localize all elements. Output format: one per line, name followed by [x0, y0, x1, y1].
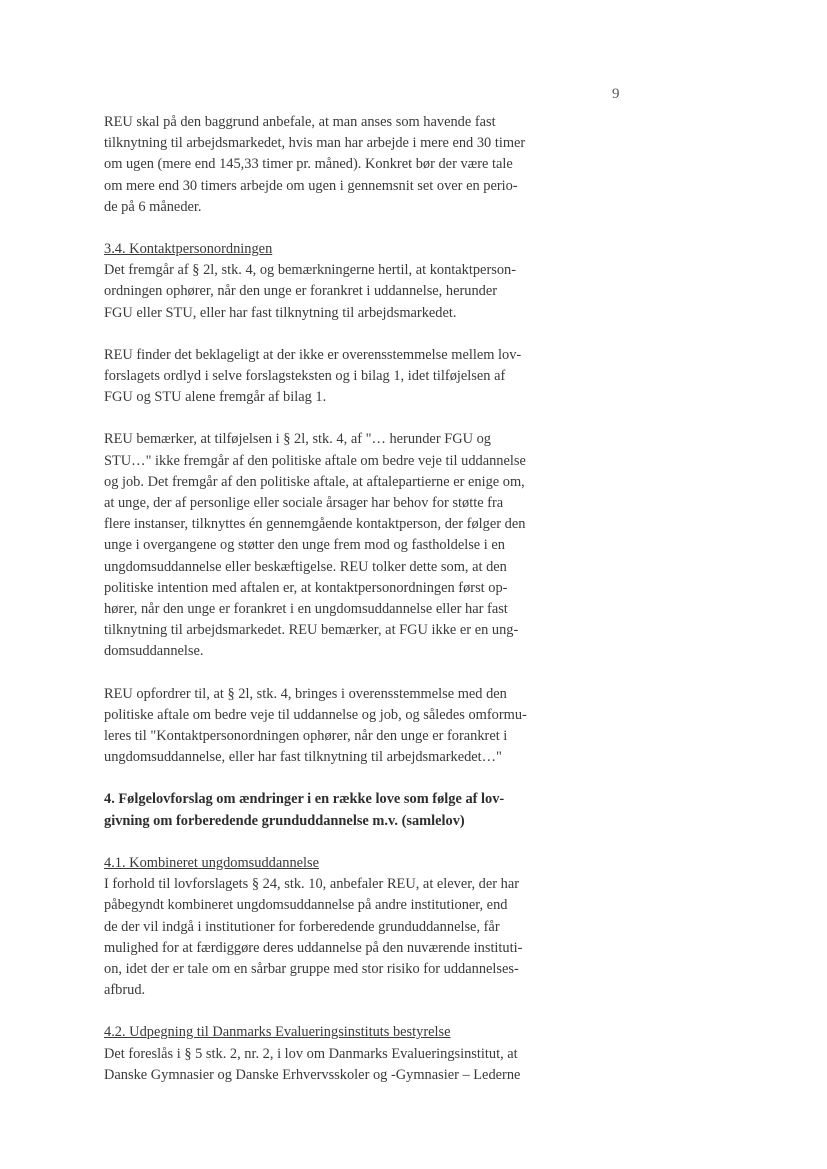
section-4-1 — [104, 853, 560, 1001]
paragraph-intro — [104, 112, 560, 218]
text-line: de på 6 måneder. — [104, 198, 202, 215]
text-line: om ugen (mere end 145,33 timer pr. måned). Konkret bør der være tale — [104, 156, 513, 173]
heading-line: givning om forberedende grunduddannelse m.v. (samlelov) — [104, 812, 465, 829]
text-line: om mere end 30 timers arbejde om ugen i gennemsnit set over en perio- — [104, 177, 518, 194]
text-line: hører, når den unge er forankret i en ungdomsuddannelse eller har fast — [104, 601, 508, 618]
paragraph-3-4-b — [104, 345, 560, 409]
text-line: ungdomsuddannelse, eller har fast tilknytning til arbejdsmarkedet…" — [104, 749, 502, 766]
text-line: FGU og STU alene fremgår af bilag 1. — [104, 389, 327, 406]
text-line: politiske aftale om bedre veje til uddannelse og job, og således omformu- — [104, 706, 527, 723]
text-line: påbegyndt kombineret ungdomsuddannelse på andre institutioner, end — [104, 897, 508, 914]
section-3-4 — [104, 239, 560, 324]
section-4-2 — [104, 1022, 560, 1086]
text-line: at unge, der af personlige eller sociale årsager har behov for støtte fra — [104, 495, 504, 512]
paragraph-3-4-d — [104, 684, 560, 769]
heading-line: 4. Følgelovforslag om ændringer i en række love som følge af lov- — [104, 791, 505, 808]
text-line: politiske intention med aftalen er, at kontaktpersonordningen først op- — [104, 579, 508, 596]
text-line: Det fremgår af § 2l, stk. 4, og bemærkningerne hertil, at kontaktperson- — [104, 262, 517, 279]
text-line: ordningen ophører, når den unge er forankret i uddannelse, herunder — [104, 283, 498, 300]
section-3-4-heading: 3.4. Kontaktpersonordningen — [104, 241, 273, 258]
text-line: ungdomsuddannelse eller beskæftigelse. REU tolker dette som, at den — [104, 558, 507, 575]
text-line: REU bemærker, at tilføjelsen i § 2l, stk. 4, af "… herunder FGU og — [104, 431, 491, 448]
text-line: og job. Det fremgår af den politiske aftale, at aftalepartierne er enige om, — [104, 473, 525, 490]
section-4-1-heading: 4.1. Kombineret ungdomsuddannelse — [104, 854, 320, 871]
text-line: afbrud. — [104, 982, 146, 999]
text-line: domsuddannelse. — [104, 643, 204, 660]
document-body — [104, 112, 560, 1107]
paragraph-3-4-c — [104, 429, 560, 662]
section-4-heading — [104, 789, 560, 831]
text-line: flere instanser, tilknyttes én gennemgående kontaktperson, der følger den — [104, 516, 526, 533]
text-line: tilknytning til arbejdsmarkedet. REU bemærker, at FGU ikke er en ung- — [104, 622, 519, 639]
text-line: REU opfordrer til, at § 2l, stk. 4, bringes i overensstemmelse med den — [104, 685, 507, 702]
section-4-2-heading: 4.2. Udpegning til Danmarks Evalueringsinstituts bestyrelse — [104, 1024, 451, 1041]
text-line: on, idet der er tale om en sårbar gruppe med stor risiko for uddannelses- — [104, 960, 519, 977]
text-line: STU…" ikke fremgår af den politiske aftale om bedre veje til uddannelse — [104, 452, 526, 469]
text-line: mulighed for at færdiggøre deres uddannelse på den nuværende instituti- — [104, 939, 523, 956]
text-line: tilknytning til arbejdsmarkedet, hvis man har arbejde i mere end 30 timer — [104, 135, 526, 152]
text-line: REU finder det beklageligt at der ikke er overensstemmelse mellem lov- — [104, 346, 522, 363]
page-number: 9 — [612, 86, 620, 102]
text-line: I forhold til lovforslagets § 24, stk. 10, anbefaler REU, at elever, der har — [104, 876, 520, 893]
text-line: Danske Gymnasier og Danske Erhvervsskoler og -Gymnasier – Lederne — [104, 1066, 521, 1083]
text-line: FGU eller STU, eller har fast tilknytning til arbejdsmarkedet. — [104, 304, 457, 321]
text-line: forslagets ordlyd i selve forslagsteksten og i bilag 1, idet tilføjelsen af — [104, 368, 506, 385]
text-line: leres til "Kontaktpersonordningen ophører, når den unge er forankret i — [104, 728, 508, 745]
text-line: Det foreslås i § 5 stk. 2, nr. 2, i lov om Danmarks Evalueringsinstitut, at — [104, 1045, 518, 1062]
text-line: unge i overgangene og støtter den unge frem mod og fastholdelse i en — [104, 537, 505, 554]
text-line: REU skal på den baggrund anbefale, at man anses som havende fast — [104, 114, 496, 130]
text-line: de der vil indgå i institutioner for forberedende grunduddannelse, får — [104, 918, 500, 935]
